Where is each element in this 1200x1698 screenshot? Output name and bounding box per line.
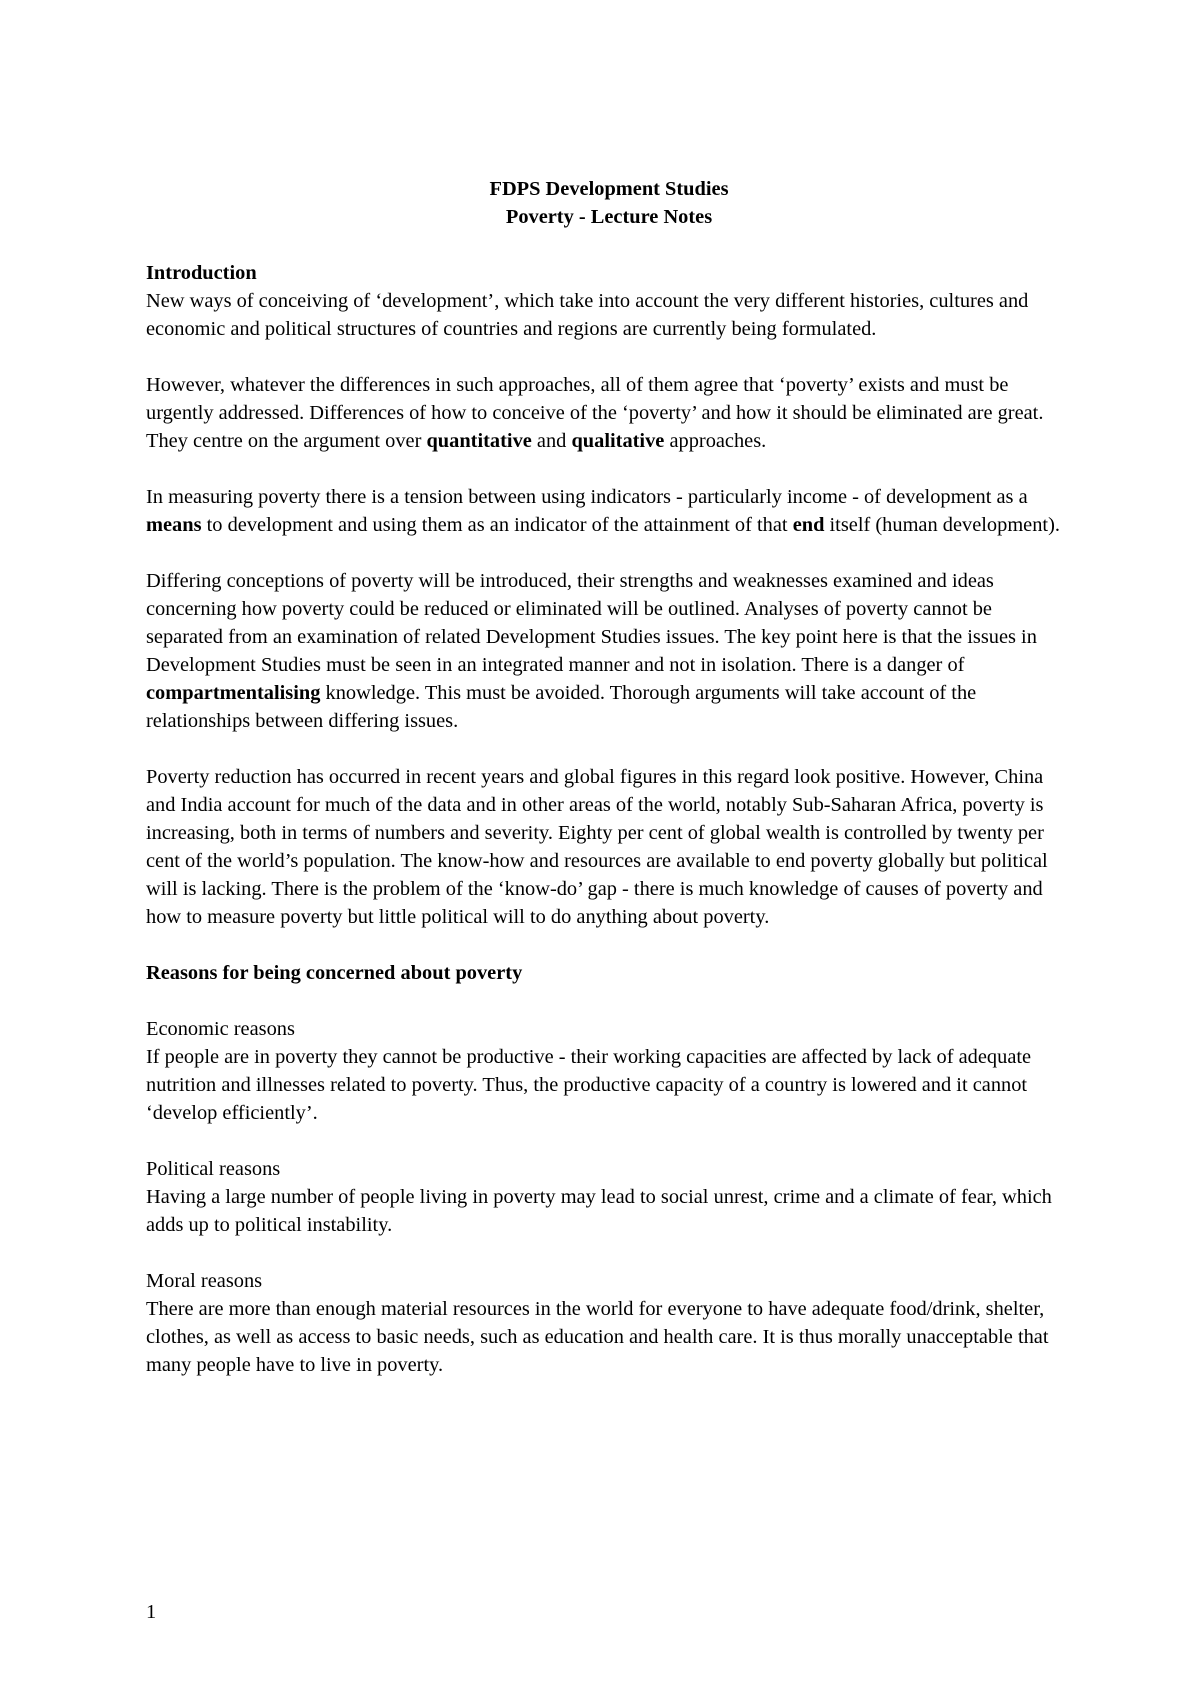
bold-compartmentalising: compartmentalising: [146, 682, 321, 704]
introduction-heading: Introduction: [146, 262, 257, 284]
title-line-2: Poverty - Lecture Notes: [505, 206, 713, 228]
intro-paragraph-3: [146, 483, 1072, 539]
intro-paragraph-1: New ways of conceiving of ‘development’, which take into account the very different histories, cultures and economic and political structures of countries and regions are currently being formulated.: [146, 290, 1029, 340]
intro-paragraph-4: [146, 567, 1072, 735]
economic-reasons-heading: Economic reasons: [146, 1018, 295, 1040]
intro-p3-text-c: itself (human development).: [824, 514, 1060, 536]
intro-p4-text-a: Differing conceptions of poverty will be introduced, their strengths and weaknesses examined and ideas concerning how poverty could be reduced or eliminated will be outlined. Analyses of poverty cannot be separated from an examination of related Development Studies issues. The key point here is that the issues in Development Studies must be seen in an integrated manner and not in isolation. There is a danger of: [146, 570, 1037, 676]
reasons-heading: Reasons for being concerned about poverty: [146, 962, 523, 984]
bold-qualitative: qualitative: [571, 430, 665, 452]
bold-end: end: [792, 514, 825, 536]
page-number: 1: [146, 1601, 157, 1623]
moral-reasons-body: There are more than enough material resources in the world for everyone to have adequate food/drink, shelter, clothes, as well as access to basic needs, such as education and health care. It is thus morally unacceptable that many people have to live in poverty.: [146, 1298, 1049, 1376]
intro-p4-text-b: knowledge. This must be avoided. Thorough arguments will take account of the relationships between differing issues.: [146, 682, 977, 732]
section-spacer: [146, 987, 1072, 1015]
moral-reasons-heading: Moral reasons: [146, 1270, 263, 1292]
intro-p2-text-b: and: [531, 430, 572, 452]
political-reasons-heading: Political reasons: [146, 1158, 281, 1180]
intro-p2-text-a: However, whatever the differences in such approaches, all of them agree that ‘poverty’ exists and must be urgently addressed. Differences of how to conceive of the ‘poverty’ and how it should be eliminated are great. They centre on the argument over: [146, 374, 1044, 452]
intro-paragraph-5: Poverty reduction has occurred in recent years and global figures in this regard look positive. However, China and India account for much of the data and in other areas of the world, notably Sub-Saharan Africa, poverty is increasing, both in terms of numbers and severity. Eighty per cent of global wealth is controlled by twenty per cent of the world’s population. The know-how and resources are available to end poverty globally but political will is lacking. There is the problem of the ‘know-do’ gap - there is much knowledge of causes of poverty and how to measure poverty but little political will to do anything about poverty.: [146, 766, 1048, 928]
document-body: [146, 175, 1072, 1407]
intro-p3-text-a: In measuring poverty there is a tension between using indicators - particularly income - of development as a: [146, 486, 1028, 508]
intro-paragraph-2: [146, 371, 1072, 455]
intro-p2-text-c: approaches.: [664, 430, 767, 452]
title-line-1: FDPS Development Studies: [489, 178, 729, 200]
political-reasons-body: Having a large number of people living in poverty may lead to social unrest, crime and a climate of fear, which adds up to political instability.: [146, 1186, 1052, 1236]
bold-means: means: [146, 514, 202, 536]
economic-reasons-body: If people are in poverty they cannot be productive - their working capacities are affected by lack of adequate nutrition and illnesses related to poverty. Thus, the productive capacity of a country is lowered and it cannot ‘develop efficiently’.: [146, 1046, 1032, 1124]
intro-p3-text-b: to development and using them as an indicator of the attainment of that: [201, 514, 793, 536]
bold-quantitative: quantitative: [426, 430, 532, 452]
document-title: [146, 175, 1072, 231]
